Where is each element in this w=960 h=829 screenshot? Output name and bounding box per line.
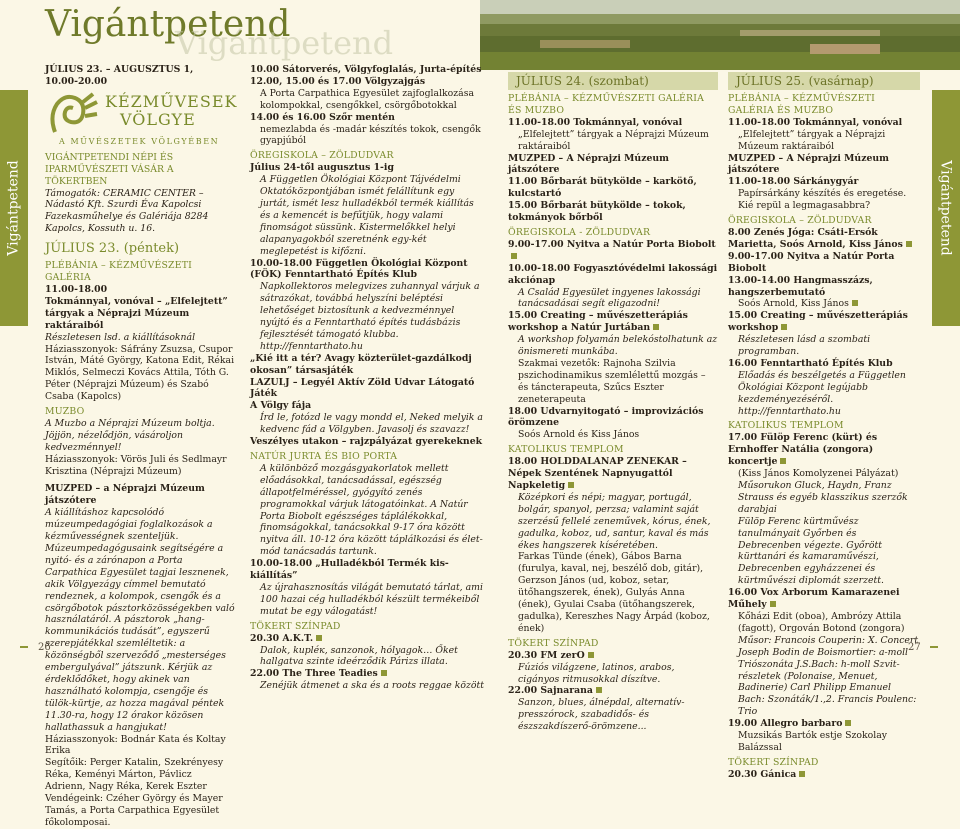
square-bullet-icon [845,720,851,726]
event-time: 11.00-18.00 [45,283,108,295]
event-desc: Fülöp Ferenc kürtművész tanulmányait Győrben és Debrecenben végezte. Győrött kürttanári és kamaraművészi, Debrecenben egyházzenei és kürtművészi diplomát szerzett. [738,515,884,587]
event-title: 18.00 HOLDDALANAP ZENEKAR – Népek Szentének Napnyugattól Napkeletig [508,456,687,491]
square-bullet-icon [906,241,912,247]
event-hosts: Háziasszonyok: Vörös Juli és Sedlmayr Krisztina (Néprajzi Múzeum) [45,453,227,477]
event-title: 9.00-17.00 Nyitva a Natúr Porta Biobolt [728,250,895,274]
event-desc: „Elfelejtett” tárgyak a Néprajzi Múzeum raktáraiból [738,128,886,152]
square-bullet-icon [653,324,659,330]
event-title: 16.00 Vox Arborum Kamarazenei Műhely [728,587,900,611]
day-title-25: JÚLIUS 25. (vasárnap) [728,72,920,90]
event-title: 15.00 Creating – művészetterápiás workshop [728,310,908,334]
square-bullet-icon [781,324,787,330]
square-bullet-icon [799,771,805,777]
event-title: 10.00-18.00 „Hulladékból Termék kis-kiállítás” [250,558,449,582]
event-desc: A kiállításhoz kapcsolódó múzeumpedagógiai foglalkozások a kézművességnek szenteljük. Múzeumpedagógusaink segítségére a nyitó- és a zárónapon a Porta Carpathica Egyesület tagjai lesznenek, akik Völgyezágy címmel bemutató rendeznek, a kolompok, csengők és a csörgőbotok pásztorközösségekben való használatáról. A pásztorok „hangkommunikációs tudását”, egyszerű szerepjátékkal szemléltetik: a közönségből szerveződő „mesterséges embergulyával” játszunk. Kérjük az érdeklődőket, hogy akinek van használható kolompja, csengője és tülök-kürtje, az hozza magával péntek 11.30-ra, hogy 12 órakor közösen hallathassuk a hangjukat! [45,507,235,733]
event-title: 11.00 Bőrbarát bütykölde – karkötő, kulcstartó [508,176,697,200]
event-desc: Előadás és beszélgetés a Független Ökológiai Központ legújabb kezdeményezéséről. http://fenntarthato.hu [738,369,906,417]
page-number-left: 26 [38,642,51,653]
square-bullet-icon [770,601,776,607]
event-title: 17.00 Fülöp Ferenc (kürt) és Ernhoffer Natália (zongora) koncertje [728,432,878,468]
event-title: 13.00-14.00 Hangmasszázs, hangszerbemutató [728,274,873,298]
event-title: 22.00 Sajnarana [508,685,593,697]
event-title: 15.00 Bőrbarát bütykölde – tokok, tokmányok bőrből [508,200,686,224]
event-performers: Kőházi Edit (oboa), Ambrózy Attila (fagott), Orgován Botond (zongora) [738,610,905,634]
square-bullet-icon [852,300,858,306]
event-desc: Zenéjük átmenet a ska és a roots reggae között [260,680,484,692]
event-time: 12.00, 15.00 és 17.00 [250,75,362,87]
event-title: 19.00 Allegro barbaro [728,718,843,730]
event-hosts: Szakmai vezetők: Rajnoha Szilvia pszichodinamikus szemlélettű mozgás – és táncterapeuta, Szűcs Eszter zeneterapeuta [518,357,706,405]
event-desc: A workshop folyamán belekóstolhatunk az önismereti munkába. [518,334,718,358]
event-title: MUZPED – A Néprajzi Múzeum játszótere [508,152,669,176]
event-title: Völgyzajgás [364,75,426,87]
hand-spiral-icon [45,92,105,136]
brand-title: Vigántpetend [45,4,291,45]
column-2 [250,64,485,692]
event-title: 20.30 A.K.T. [250,632,314,644]
event-hosts: Háziasszonyok: Sáfrány Zsuzsa, Csupor István, Máté György, Katona Edit, Rékai Miklós, Selmeczi Kovács Attila, Tóth G. Péter (Néprajzi Múzeum) és Szabó Csaba (Kapolcs) [45,343,235,403]
event-title: Tokmánnyal, vonóval – „Elfelejtett” tárgyak a Néprajzi Múzeum raktáraiból [45,295,228,331]
venue-tokert: TÖKERT SZÍNPAD [250,620,341,632]
page-number-right: 27 [908,642,921,653]
event-desc: Írd le, fotózd le vagy mondd el, Neked melyik a kedvenc fád a Völgyben. Javasolj és szavazz! [260,412,483,436]
event-title: 9.00-17.00 Nyitva a Natúr Porta Biobolt [508,238,716,250]
square-bullet-icon [316,635,322,641]
event-hosts: Soós Arnold és Kiss János [518,429,640,441]
event-title: 20.30 FM zerO [508,649,585,661]
event-line: 10.00 Sátorverés, Völgyfoglalás, Jurta-építés [250,64,482,75]
event-desc: Napkollektoros melegvizes zuhannyal várjuk a sátrazókat, továbbá helyszíni beléptési lehetőséget biztosítunk a kedvezménnyel nyújtó és a Fenntartható építés tudásbázis fejlesztését támogató klubba. http://fenntarthato.hu [260,281,480,352]
event-title: LAZULJ – Legyél Aktív Zöld Udvar Látogató Játék [250,376,475,400]
venue-templom: KATOLIKUS TEMPLOM [728,420,844,432]
column-3 [508,72,718,733]
event-guests: Vendégeink: Czéher György és Mayer Tamás, a Porta Carpathica Egyesület főkolomposai. [45,793,223,828]
event-desc: Dalok, kupléк, sanzonok, hólyagok… Őket hallgatva szinte ideérződik Párizs illata. [260,644,458,668]
landscape-image [480,0,960,70]
day-title-24: JÚLIUS 24. (szombat) [508,72,718,90]
venue-plebania: PLÉBÁNIA – KÉZMŰVÉSZETI GALÉRIA ÉS MUZBO [508,93,705,116]
square-bullet-icon [596,687,602,693]
venue-tokert: TÖKERT SZÍNPAD [508,637,599,649]
event-desc: Papírsárkány készítés és eregetése. Kié repül a legmagasabbra? [738,188,907,212]
square-bullet-icon [381,670,387,676]
event-title: MUZPED – a Néprajzi Múzeum játszótere [45,483,205,507]
side-tab-right-label: Vigántpetend [938,160,954,256]
event-time: 14.00 és 16.00 [250,111,326,123]
logo-line-2: VÖLGYE [120,109,196,129]
column-4 [728,72,920,780]
event-title: Július 24-től augusztus 1-ig [250,162,394,174]
event-title: 16.00 Fenntartható Építés Klub [728,357,893,369]
event-title: 11.00-18.00 Sárkánygyár [728,176,859,188]
event-note: (Kiss János Komolyzenei Pályázat) [738,468,899,480]
event-title: 10.00-18.00 Független Ökológiai Központ (FÖK) Fenntartható Építés Klub [250,257,468,281]
event-desc: nemezlabda és -madár készítés tokok, csengők gyapjúból [260,123,481,147]
venue-muzbo: MUZBO [45,406,85,418]
event-title: 10.00-18.00 Fogyasztóvédelmi lakossági akciónap [508,262,718,286]
venue-templom: KATOLIKUS TEMPLOM [508,444,624,456]
event-desc: A különböző mozgásgyakorlatok mellett előadásokkal, tanácsadással, egészség állapotfelméréssel, gyógyító zenés programokkal várjuk látogatóinkat. A Natúr Porta Biobolt egészséges táplálékokkal, finomságokkal, tanácsokkal 9-17 óra között nyitva áll. 10-12 óra között táplálkozási és életmód tanácsadás tartunk. [260,462,483,558]
event-hosts: Soós Arnold, Kiss János [738,298,849,310]
square-bullet-icon [511,253,517,259]
event-title: A Völgy fája [250,400,312,412]
event-title: 20.30 Gánica [728,768,797,780]
venue-oregiskola: ÖREGISKOLA – ZÖLDUDVAR [728,215,872,227]
side-tab-left-label: Vigántpetend [6,160,22,256]
event-desc: Részletesen lsd. a kiállításoknál [45,331,196,343]
event-desc: A Család Egyesület ingyenes lakossági tanácsadásai segít eligazodni! [518,286,701,310]
event-desc: Műsorukon Gluck, Haydn, Franz Strauss és egyéb klasszikus szerzők darabjai [738,480,908,515]
fair-title: VIGÁNTPETENDI NÉPI ÉS IPARMŰVÉSZETI VÁSÁR A TÖKERTBEN [45,151,174,187]
landscape-photo [480,0,960,70]
event-desc: A Porta Carpathica Egyesület zajfoglalkozása kolompokkal, csengőkkel, csörgőbotokkal [260,87,475,111]
logo-line-3: A MŰVÉSZETEK VÖLGYÉBEN [59,136,220,146]
event-desc: Középkori és népi; magyar, portugál, bolgár, spanyol, perzsa; valamint saját szerzésű fellelé zeneművek, kórus, ének, gadulka, koboz, ud, santur, kaval és más ékes hangszerek kíséretében. [518,491,711,551]
event-desc: Részletesen lásd a szombati programban. [738,334,871,358]
square-bullet-icon [568,482,574,488]
event-title: 11.00-18.00 Tokmánnyal, vonóval [728,116,903,128]
square-bullet-icon [780,458,786,464]
event-title: 22.00 The Three Teadies [250,668,378,680]
event-desc: Sanzon, blues, álnépdal, alternatív-presszórock, szabadidős- és észszakdíszerő-örömzene... [518,697,685,733]
event-program: Műsor: Francois Couperin: X. Concert Joseph Bodin de Boismortier: a-moll Triószonáta J.S.Bach: h-moll Szvit-részletek (Polonaise, Menuet, Badinerie) Carl Philipp Emanuel Bach: Szonáták/1.,2. Francis Poulenc: Trio [738,634,919,718]
event-title: Szőr mentén [329,111,395,123]
venue-oregiskola: ÖREGISKOLA – ZÖLDUDVAR [250,150,394,162]
event-desc: Az újrahasznosítás világát bemutató tárlat, ami 100 hazai cég hulladékból készült termékeiből mutat be egy válogatást! [260,581,483,617]
kezmuvesek-logo [45,91,238,150]
date-range: JÚLIUS 23. – AUGUSZTUS 1, [45,64,194,75]
brand-title-ghost: Vigántpetend [175,24,394,62]
event-desc: A Független Ökológiai Központ Tájvédelmi Oktatóközpontjában ismét felállítunk egy jurtát, ismét lesz hulladékból termék kiállítás és a kemencét is befűtjük, hogy valami finomságot süssünk. Kistermelőkkel helyi alapanyagokból szeretnénk egy-két meglepetést is kifőzni. [260,174,474,257]
page-tick-right [930,646,938,648]
square-bullet-icon [588,652,594,658]
event-title: MUZPED – A Néprajzi Múzeum játszótere [728,152,889,176]
venue-oregiskola: ÖREGISKOLA - ZÖLDUDVAR [508,226,651,238]
venue-natur-jurta: NATÚR JURTA ÉS BIO PORTA [250,451,398,462]
event-title: 8.00 Zenés Jóga: Csáti-Ersók Marietta, Soós Arnold, Kiss János [728,226,903,250]
event-title: 11.00-18.00 Tokmánnyal, vonóval [508,116,683,128]
venue-tokert: TÖKERT SZÍNPAD [728,756,819,768]
venue-plebania: PLÉBÁNIA – KÉZMŰVÉSZETI GALÉRIA [45,260,192,284]
event-title: 15.00 Creating – művészetterápiás workshop a Natúr Jurtában [508,310,688,334]
event-desc: A Muzbo a Néprajzi Múzeum boltja. Jöjjön, nézelődjön, vásároljon kedvezménnyel! [45,417,215,453]
event-title: „Kié itt a tér? Avagy közterület-gazdálkodj okosan” társasjáték [250,352,472,376]
logo-line-1: KÉZMŰVESEK [105,91,238,111]
date-time: 10.00-20.00 [45,75,108,87]
column-1 [45,64,238,828]
event-hosts: Háziasszonyok: Bodnár Kata és Koltay Erika [45,733,226,757]
side-tab-right [932,90,960,326]
event-desc: Muzsikás Bartók estje Szokolay Balázssal [738,730,888,753]
side-tab-left [0,90,28,326]
event-desc: „Elfelejtett” tárgyak a Néprajzi Múzeum raktáraiból [518,128,709,152]
fair-desc: Támogatók: CERAMIC CENTER – Nádastó Kft. Szurdi Éva Kapolcsi Fazekasműhelye és Galériája 8284 Kapolcs, Kossuth u. 16. [45,187,209,235]
event-title: 18.00 Udvarnyitogató – improvizációs örömzene [508,405,704,429]
day-title-23: JÚLIUS 23. (péntek) [45,241,180,257]
venue-plebania: PLÉBÁNIA – KÉZMŰVÉSZETI GALÉRIA ÉS MUZBO [728,93,875,116]
event-desc: Fúziós világzene, latinos, arabos, cigányos ritmusokkal díszítve. [518,661,675,685]
event-title: Veszélyes utakon – rajzpályázat gyerekeknek [250,436,483,448]
event-performers: Farkas Tünde (ének), Gábos Barna (furulya, kaval, nej, beszélő dob, gitár), Gerzson János (ud, koboz, setar, ütőhangszerek, ének), Gulyás Anna (ének), Gyulai Csaba (ütőhangszerek, gadulka), Kereszhes Nagy Árpád (koboz, ének) [518,551,710,634]
page-tick-left [20,646,28,648]
event-helpers: Segítőik: Perger Katalin, Szekrényesy Réka, Keményi Márton, Pávlicz Adrienn, Nagy Réka, Kerek Eszter [45,757,224,793]
